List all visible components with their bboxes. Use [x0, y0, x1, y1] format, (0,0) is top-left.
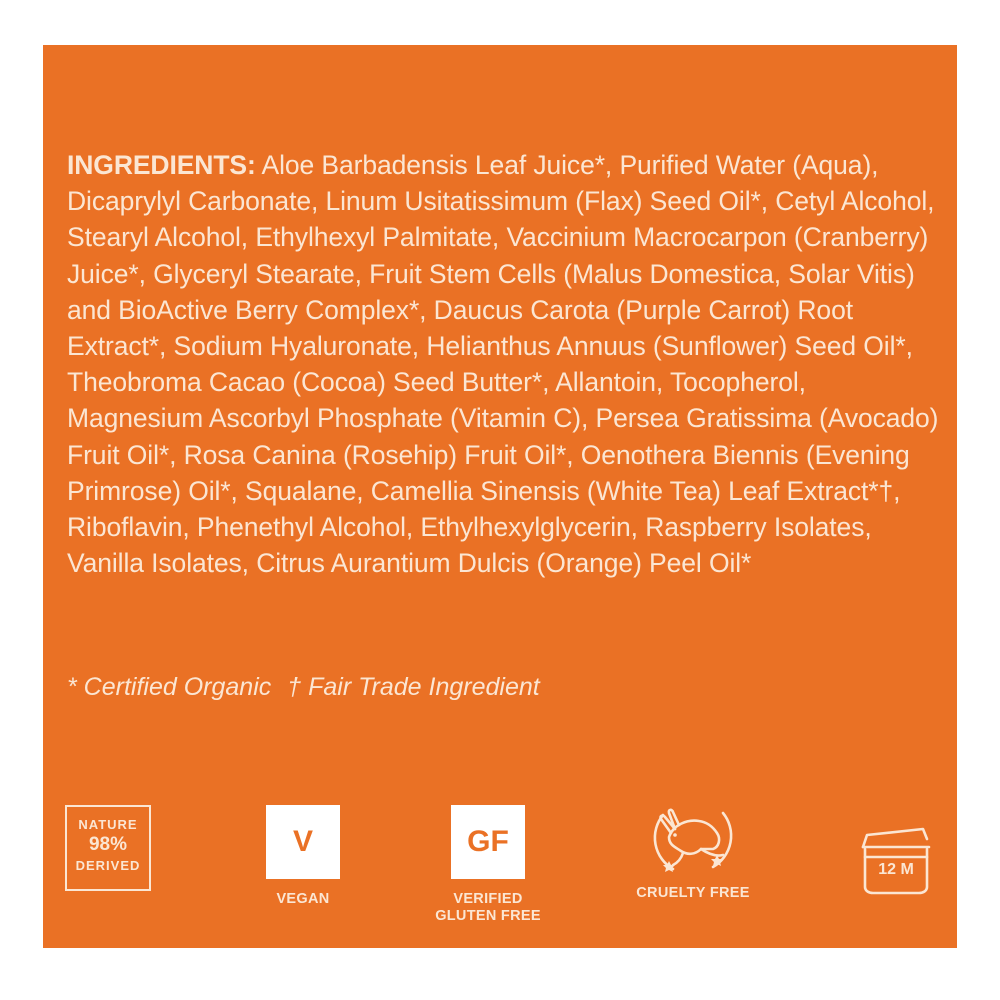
ingredients-heading: INGREDIENTS:	[67, 150, 256, 180]
footnote-fair-trade: † Fair Trade Ingredient	[287, 673, 540, 701]
nature-derived-badge	[65, 805, 151, 891]
nature-label: NATURE	[78, 817, 138, 832]
ingredients-panel	[43, 45, 957, 948]
vegan-icon: V	[266, 805, 340, 879]
ingredients-list	[67, 147, 947, 581]
pao-label: 12 M	[878, 861, 914, 878]
ingredients-text: Aloe Barbadensis Leaf Juice*, Purified Water (Aqua), Dicaprylyl Carbonate, Linum Usitatissimum (Flax) Seed Oil*, Cetyl Alcohol, Stearyl Alcohol, Ethylhexyl Palmitate, Vaccinium Macrocarpon (Cranberry) Juice*, Glyceryl Stearate, Fruit Stem Cells (Malus Domestica, Solar Vitis) and BioActive Berry Complex*, Daucus Carota (Purple Carrot) Root Extract*, Sodium Hyaluronate, Helianthus Annuus (Sunflower) Seed Oil*, Theobroma Cacao (Cocoa) Seed Butter*, Allantoin, Tocopherol, Magnesium Ascorbyl Phosphate (Vitamin C), Persea Gratissima (Avocado) Fruit Oil*, Rosa Canina (Rosehip) Fruit Oil*, Oenothera Biennis (Evening Primrose) Oil*, Squalane, Camellia Sinensis (White Tea) Leaf Extract*†, Riboflavin, Phenethyl Alcohol, Ethylhexylglycerin, Raspberry Isolates, Vanilla Isolates, Citrus Aurantium Dulcis (Orange) Peel Oil*	[67, 150, 939, 579]
gluten-free-label-line2: GLUTEN FREE	[435, 908, 541, 924]
footnotes	[67, 673, 540, 702]
derived-label: DERIVED	[75, 858, 141, 873]
vegan-label: VEGAN	[276, 891, 330, 907]
vegan-badge	[248, 805, 358, 908]
gluten-free-badge	[423, 805, 553, 925]
gluten-free-icon: GF	[451, 805, 525, 879]
footnote-certified-organic: * Certified Organic	[67, 673, 272, 701]
cruelty-free-label: CRUELTY FREE	[636, 885, 750, 901]
pao-badge	[851, 825, 941, 897]
gluten-free-label-line1: VERIFIED	[453, 891, 523, 907]
leaping-bunny-icon	[643, 797, 743, 879]
cruelty-free-badge	[628, 797, 758, 902]
nature-percent: 98%	[88, 834, 128, 855]
